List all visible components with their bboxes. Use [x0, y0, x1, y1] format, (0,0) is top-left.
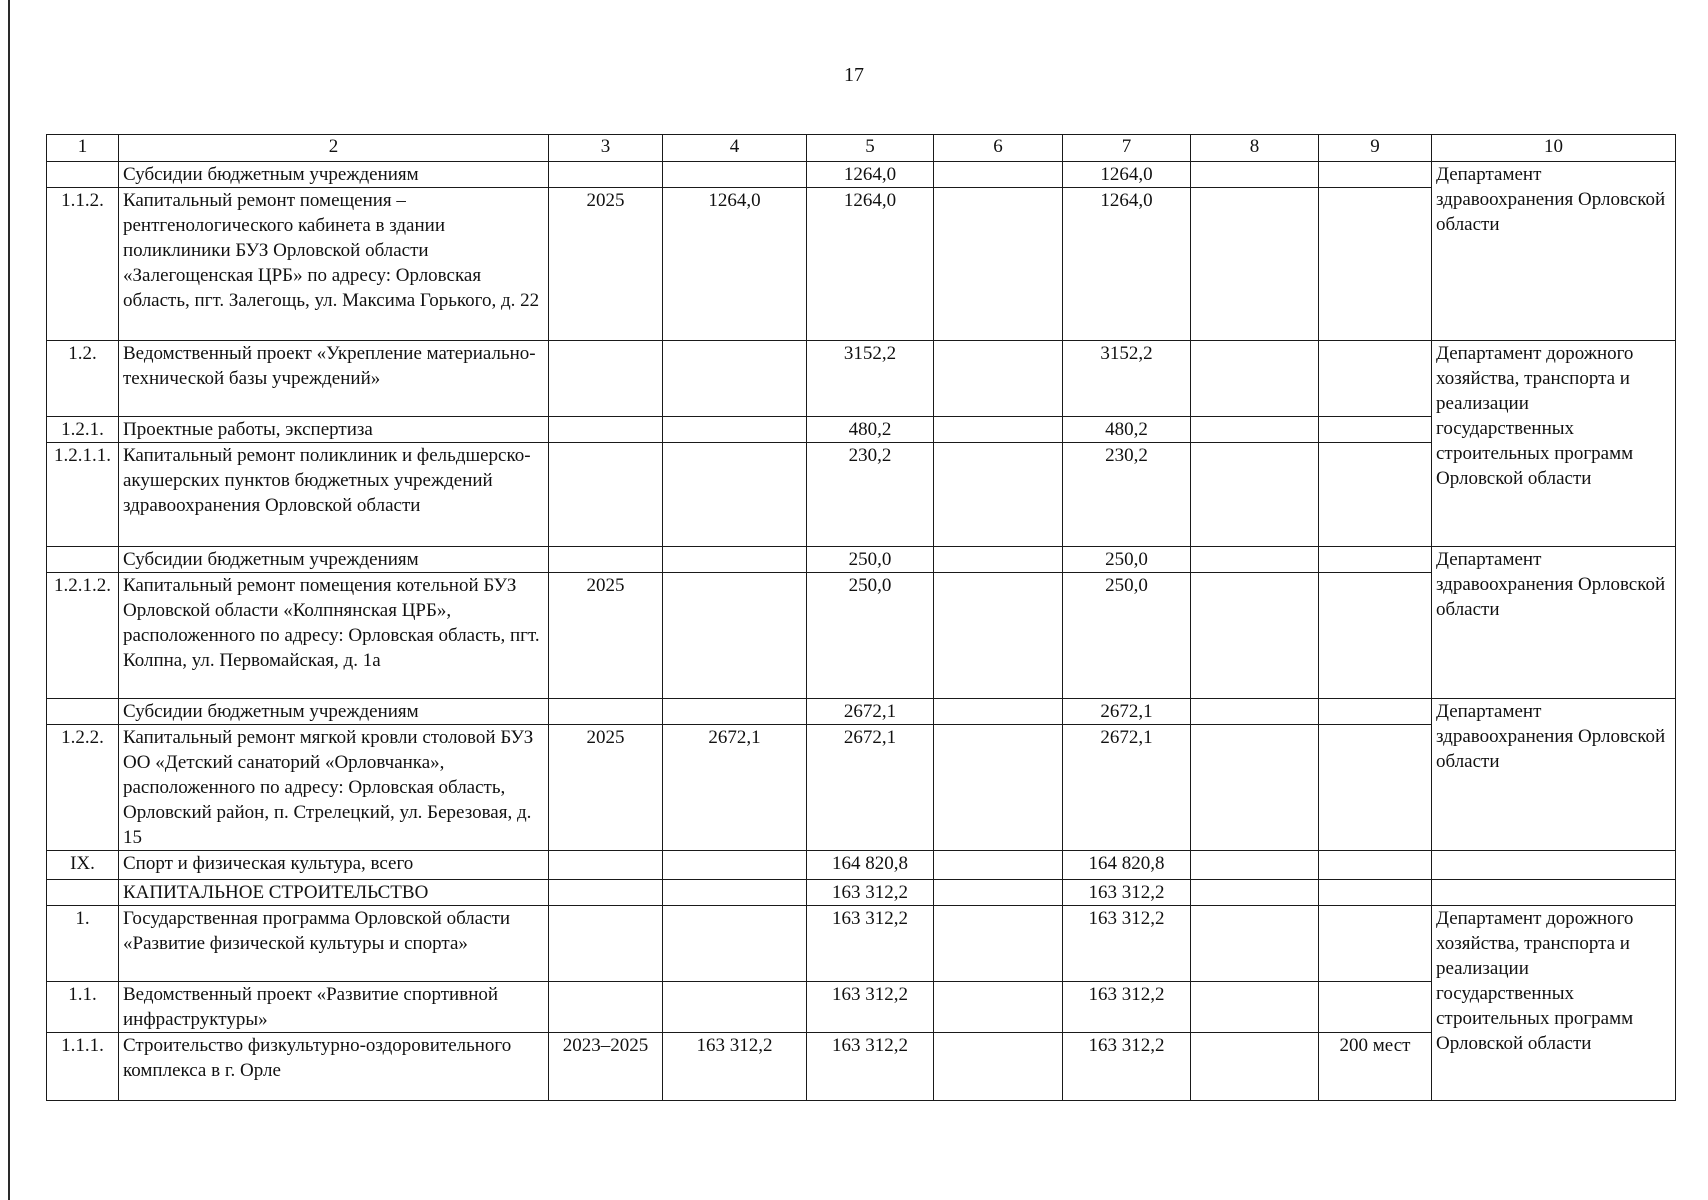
cell-federal	[934, 547, 1063, 573]
cell-regional: 163 312,2	[1063, 880, 1191, 906]
cell-federal	[934, 417, 1063, 443]
cell-federal	[934, 1033, 1063, 1101]
col-header: 2	[119, 135, 549, 162]
table-body	[47, 135, 1676, 1101]
table-row	[47, 162, 1676, 188]
cell-years: 2025	[549, 573, 663, 699]
cell-other	[1191, 547, 1319, 573]
cell-index: 1.	[47, 906, 119, 982]
cell-cost	[663, 573, 807, 699]
cell-regional: 230,2	[1063, 443, 1191, 547]
col-header: 6	[934, 135, 1063, 162]
table-row	[47, 851, 1676, 880]
cell-name: Ведомственный проект «Развитие спортивной инфраструктуры»	[119, 982, 549, 1033]
cell-federal	[934, 443, 1063, 547]
cell-capacity	[1319, 188, 1432, 341]
cell-name: Субсидии бюджетным учреждениям	[119, 162, 549, 188]
cell-regional: 163 312,2	[1063, 1033, 1191, 1101]
cell-cost: 1264,0	[663, 188, 807, 341]
cell-total-2025: 163 312,2	[807, 880, 934, 906]
cell-years	[549, 906, 663, 982]
page-number: 17	[844, 64, 864, 86]
col-header: 10	[1432, 135, 1676, 162]
cell-index: 1.2.1.1.	[47, 443, 119, 547]
cell-capacity	[1319, 443, 1432, 547]
cell-total-2025: 230,2	[807, 443, 934, 547]
cell-name: КАПИТАЛЬНОЕ СТРОИТЕЛЬСТВО	[119, 880, 549, 906]
table-row	[47, 341, 1676, 417]
scan-edge	[8, 0, 10, 1200]
cell-federal	[934, 880, 1063, 906]
cell-federal	[934, 188, 1063, 341]
cell-years	[549, 699, 663, 725]
table-row	[47, 880, 1676, 906]
cell-index: 1.1.2.	[47, 188, 119, 341]
cell-total-2025: 2672,1	[807, 725, 934, 851]
cell-cost: 2672,1	[663, 725, 807, 851]
cell-capacity	[1319, 162, 1432, 188]
cell-name: Субсидии бюджетным учреждениям	[119, 547, 549, 573]
cell-other	[1191, 725, 1319, 851]
cell-other	[1191, 982, 1319, 1033]
cell-cost	[663, 547, 807, 573]
cell-other	[1191, 699, 1319, 725]
col-header: 9	[1319, 135, 1432, 162]
cell-total-2025: 3152,2	[807, 341, 934, 417]
cell-responsible-executor: Департамент дорожного хозяйства, транспорта и реализации государственных строительных программ Орловской области	[1432, 341, 1676, 547]
cell-capacity: 200 мест	[1319, 1033, 1432, 1101]
cell-capacity	[1319, 906, 1432, 982]
cell-regional: 2672,1	[1063, 699, 1191, 725]
cell-capacity	[1319, 699, 1432, 725]
cell-cost: 163 312,2	[663, 1033, 807, 1101]
cell-capacity	[1319, 880, 1432, 906]
cell-cost	[663, 851, 807, 880]
cell-years: 2025	[549, 725, 663, 851]
cell-regional: 250,0	[1063, 573, 1191, 699]
cell-regional: 164 820,8	[1063, 851, 1191, 880]
cell-capacity	[1319, 982, 1432, 1033]
cell-cost	[663, 982, 807, 1033]
cell-responsible-executor: Департамент дорожного хозяйства, транспорта и реализации государственных строительных программ Орловской области	[1432, 906, 1676, 1101]
cell-index: IX.	[47, 851, 119, 880]
cell-other	[1191, 341, 1319, 417]
column-number-row	[47, 135, 1676, 162]
cell-years	[549, 443, 663, 547]
cell-responsible-executor: Департамент здравоохранения Орловской области	[1432, 162, 1676, 341]
cell-name: Капитальный ремонт поликлиник и фельдшерско-акушерских пунктов бюджетных учреждений здравоохранения Орловской области	[119, 443, 549, 547]
cell-regional: 250,0	[1063, 547, 1191, 573]
cell-federal	[934, 573, 1063, 699]
table-row	[47, 573, 1676, 699]
cell-responsible-executor	[1432, 851, 1676, 880]
cell-capacity	[1319, 417, 1432, 443]
cell-regional: 2672,1	[1063, 725, 1191, 851]
cell-other	[1191, 1033, 1319, 1101]
cell-federal	[934, 906, 1063, 982]
cell-name: Государственная программа Орловской области «Развитие физической культуры и спорта»	[119, 906, 549, 982]
cell-index	[47, 162, 119, 188]
col-header: 7	[1063, 135, 1191, 162]
cell-years	[549, 851, 663, 880]
cell-index	[47, 699, 119, 725]
cell-cost	[663, 906, 807, 982]
cell-other	[1191, 162, 1319, 188]
cell-total-2025: 163 312,2	[807, 906, 934, 982]
col-header: 5	[807, 135, 934, 162]
cell-name: Проектные работы, экспертиза	[119, 417, 549, 443]
cell-name: Строительство физкультурно-оздоровительного комплекса в г. Орле	[119, 1033, 549, 1101]
table-row	[47, 1033, 1676, 1101]
cell-total-2025: 164 820,8	[807, 851, 934, 880]
col-header: 1	[47, 135, 119, 162]
cell-federal	[934, 982, 1063, 1033]
cell-federal	[934, 341, 1063, 417]
cell-index: 1.2.1.2.	[47, 573, 119, 699]
col-header: 4	[663, 135, 807, 162]
cell-responsible-executor: Департамент здравоохранения Орловской области	[1432, 699, 1676, 851]
cell-years: 2023–2025	[549, 1033, 663, 1101]
cell-index: 1.2.	[47, 341, 119, 417]
table-row	[47, 188, 1676, 341]
cell-capacity	[1319, 573, 1432, 699]
cell-capacity	[1319, 851, 1432, 880]
cell-years	[549, 880, 663, 906]
cell-total-2025: 480,2	[807, 417, 934, 443]
col-header: 3	[549, 135, 663, 162]
cell-years	[549, 417, 663, 443]
cell-capacity	[1319, 341, 1432, 417]
cell-total-2025: 163 312,2	[807, 982, 934, 1033]
cell-regional: 163 312,2	[1063, 906, 1191, 982]
table-row	[47, 725, 1676, 851]
table-row	[47, 417, 1676, 443]
cell-years	[549, 982, 663, 1033]
cell-total-2025: 2672,1	[807, 699, 934, 725]
cell-index: 1.2.2.	[47, 725, 119, 851]
cell-index: 1.1.	[47, 982, 119, 1033]
cell-federal	[934, 851, 1063, 880]
cell-total-2025: 250,0	[807, 573, 934, 699]
cell-regional: 1264,0	[1063, 162, 1191, 188]
cell-cost	[663, 880, 807, 906]
cell-name: Субсидии бюджетным учреждениям	[119, 699, 549, 725]
cell-cost	[663, 417, 807, 443]
data-table	[46, 134, 1676, 1101]
cell-other	[1191, 851, 1319, 880]
cell-responsible-executor	[1432, 880, 1676, 906]
cell-federal	[934, 699, 1063, 725]
cell-capacity	[1319, 547, 1432, 573]
cell-cost	[663, 699, 807, 725]
cell-other	[1191, 188, 1319, 341]
cell-total-2025: 1264,0	[807, 162, 934, 188]
cell-total-2025: 250,0	[807, 547, 934, 573]
cell-federal	[934, 725, 1063, 851]
cell-regional: 480,2	[1063, 417, 1191, 443]
cell-cost	[663, 443, 807, 547]
cell-years	[549, 162, 663, 188]
cell-years	[549, 547, 663, 573]
cell-cost	[663, 162, 807, 188]
table-row	[47, 982, 1676, 1033]
cell-other	[1191, 573, 1319, 699]
cell-total-2025: 1264,0	[807, 188, 934, 341]
cell-cost	[663, 341, 807, 417]
cell-federal	[934, 162, 1063, 188]
table-row	[47, 699, 1676, 725]
table-row	[47, 443, 1676, 547]
col-header: 8	[1191, 135, 1319, 162]
table-row	[47, 906, 1676, 982]
cell-other	[1191, 906, 1319, 982]
cell-index	[47, 547, 119, 573]
cell-other	[1191, 417, 1319, 443]
cell-other	[1191, 880, 1319, 906]
cell-index: 1.2.1.	[47, 417, 119, 443]
table-row	[47, 547, 1676, 573]
cell-capacity	[1319, 725, 1432, 851]
cell-name: Капитальный ремонт мягкой кровли столовой БУЗ ОО «Детский санаторий «Орловчанка», расположенного по адресу: Орловская область, Орловский район, п. Стрелецкий, ул. Березовая, д. 15	[119, 725, 549, 851]
cell-index: 1.1.1.	[47, 1033, 119, 1101]
cell-regional: 1264,0	[1063, 188, 1191, 341]
cell-regional: 3152,2	[1063, 341, 1191, 417]
cell-name: Спорт и физическая культура, всего	[119, 851, 549, 880]
cell-responsible-executor: Департамент здравоохранения Орловской области	[1432, 547, 1676, 699]
cell-index	[47, 880, 119, 906]
cell-name: Капитальный ремонт помещения котельной БУЗ Орловской области «Колпнянская ЦРБ», расположенного по адресу: Орловская область, пгт. Колпна, ул. Первомайская, д. 1а	[119, 573, 549, 699]
cell-name: Ведомственный проект «Укрепление материально-технической базы учреждений»	[119, 341, 549, 417]
cell-years	[549, 341, 663, 417]
cell-total-2025: 163 312,2	[807, 1033, 934, 1101]
cell-name: Капитальный ремонт помещения – рентгенологического кабинета в здании поликлиники БУЗ Орловской области «Залегощенская ЦРБ» по адресу: Орловская область, пгт. Залегощь, ул. Максима Горького, д. 22	[119, 188, 549, 341]
cell-years: 2025	[549, 188, 663, 341]
cell-regional: 163 312,2	[1063, 982, 1191, 1033]
cell-other	[1191, 443, 1319, 547]
